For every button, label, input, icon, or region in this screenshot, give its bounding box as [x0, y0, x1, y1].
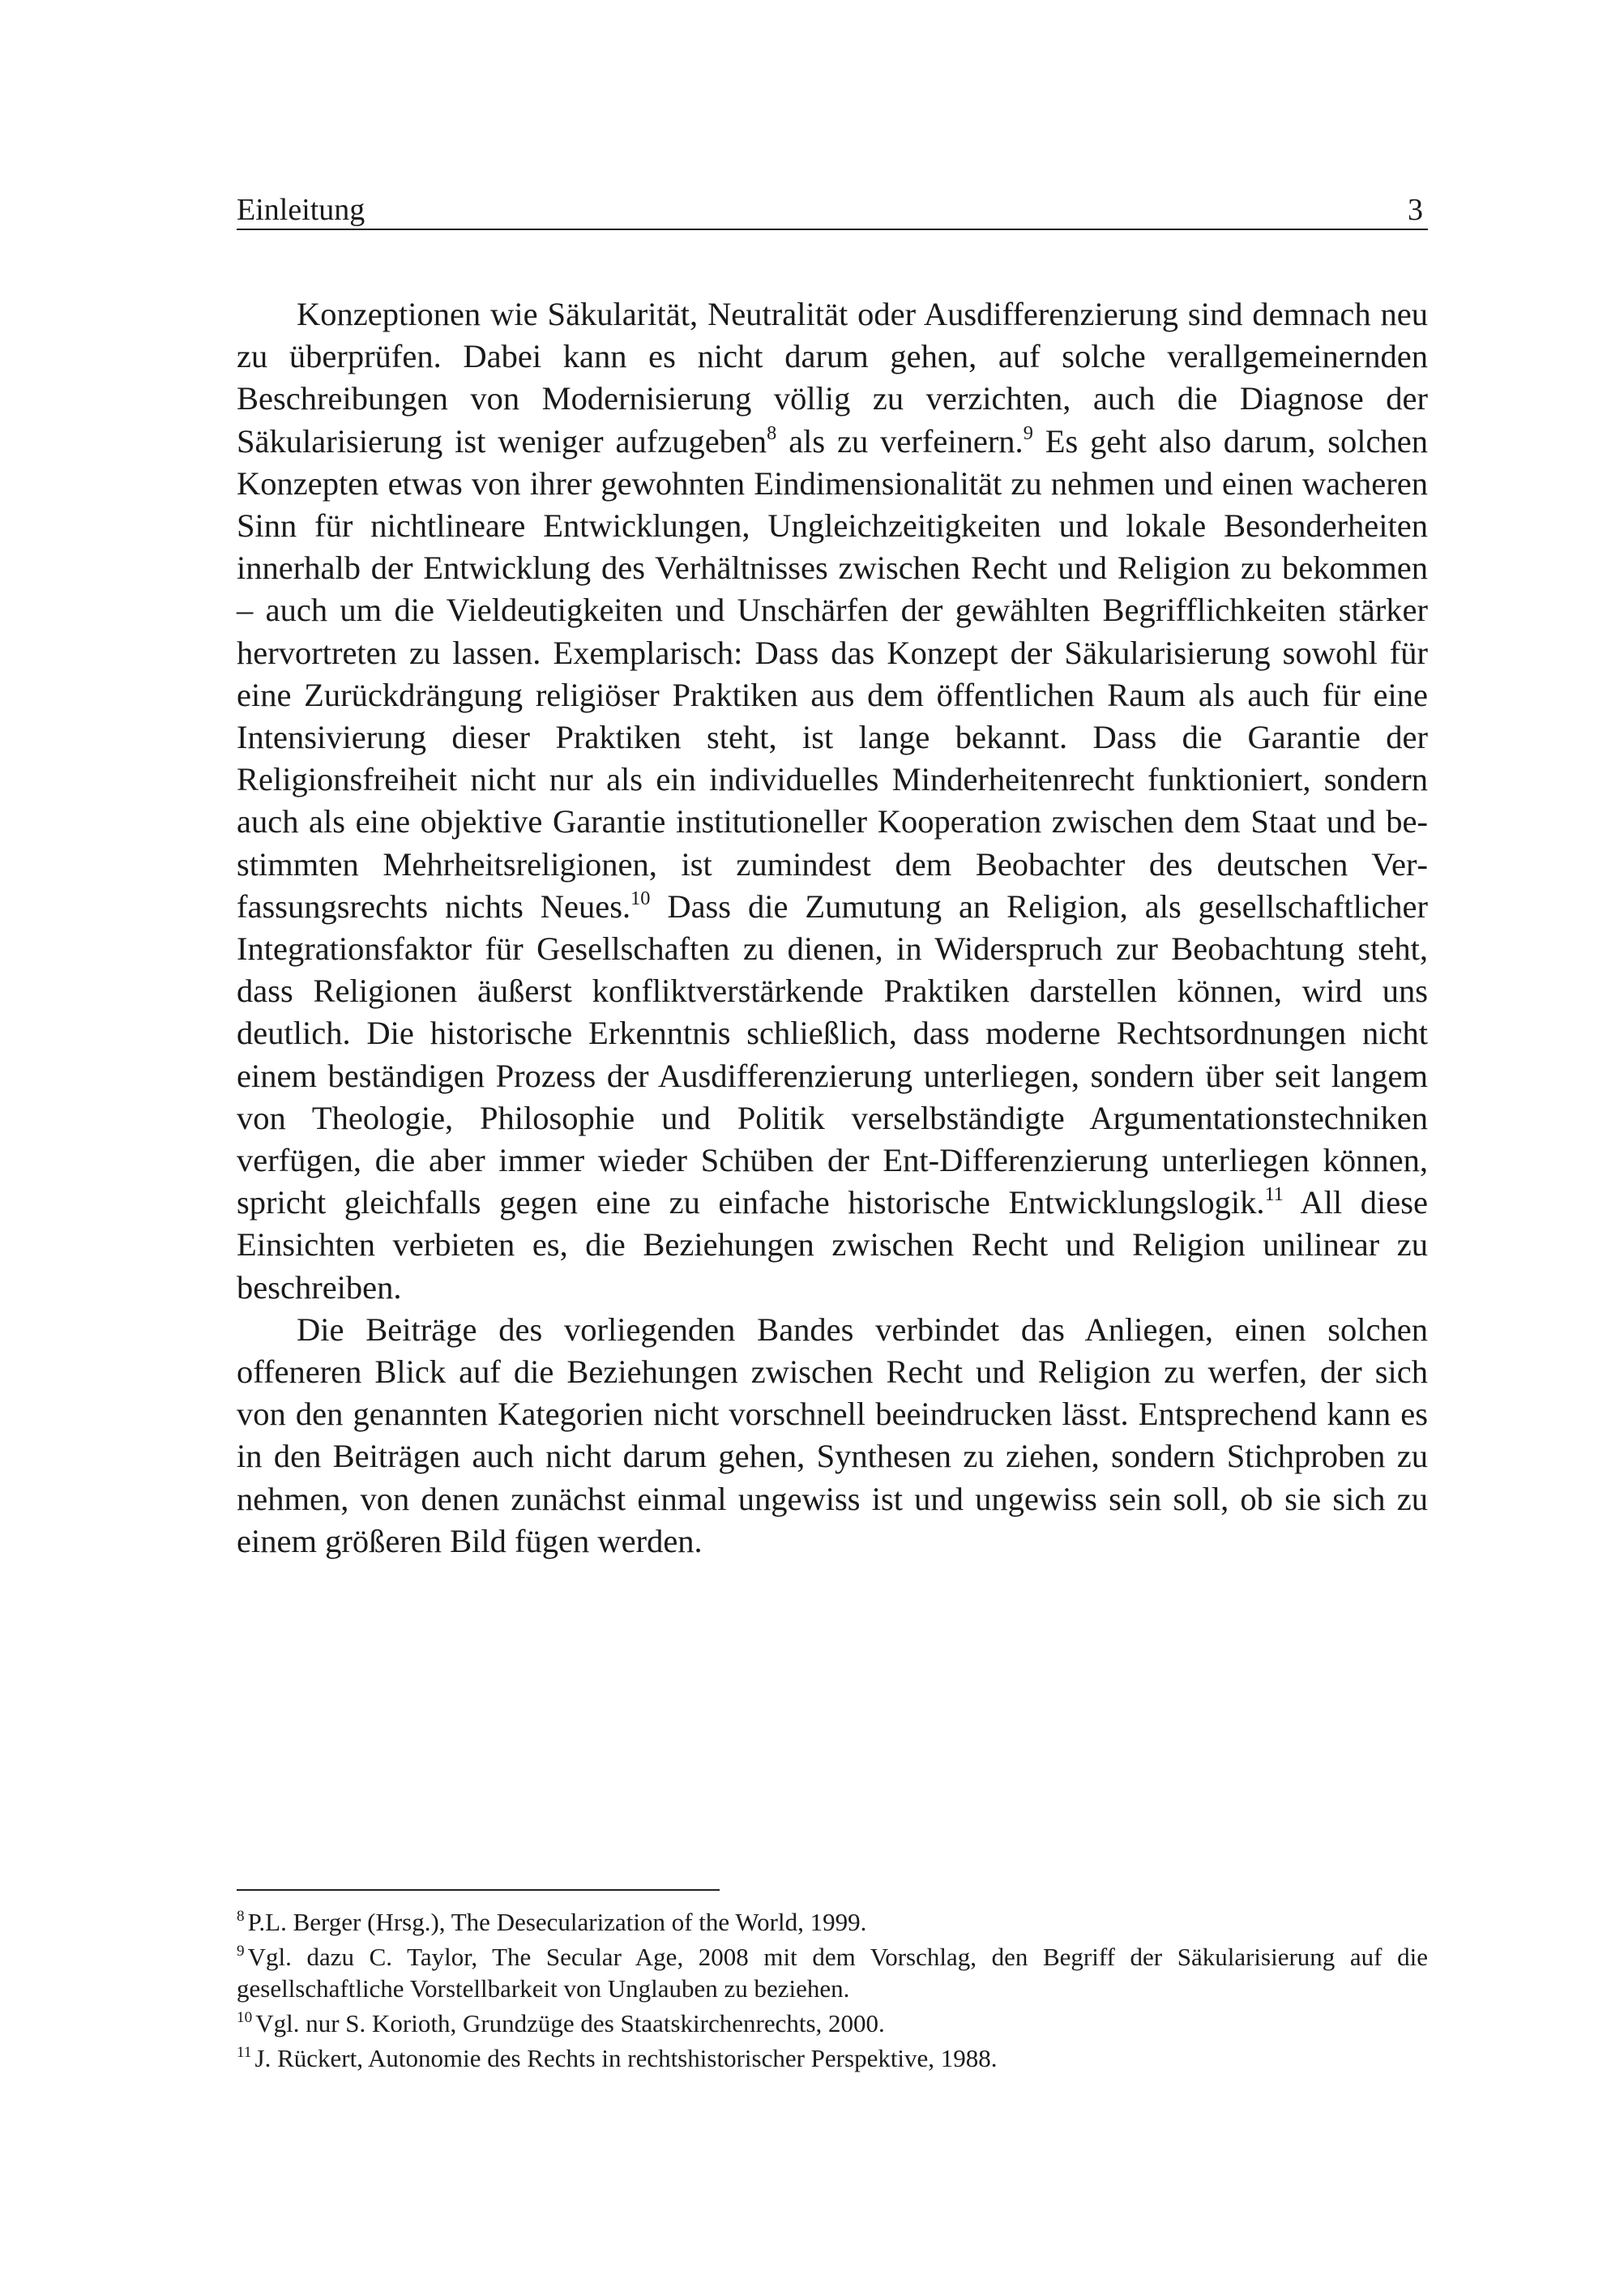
paragraph-1-segment: als zu verfeinern. [776, 422, 1024, 460]
paragraph-1-segment: Konzeptionen wie Säkularität, Neutralität oder Ausdifferenzierung sind demnach neu zu überprüfen. Dabei kann es nicht darum gehen, auf solche verallgemeinernden Beschreibungen von Modernisierung völlig zu verzichten, auch die Diagnose der Säkularisierung ist weniger aufzugeben [237, 296, 1428, 460]
paragraph-1-segment: Dass die Zumutung an Religion, als gesellschaftlicher Integrationsfaktor für Gesellschaften zu dienen, in Widerspruch zur Beobachtung steht, dass Religionen äußerst konfliktverstärkende Praktiken darstellen können, wird uns deutlich. Die historische Erkenntnis schließlich, dass moderne Rechtsordnungen nicht einem beständigen Prozess der Ausdifferenzierung unterliegen, sondern über seit langem von Theologie, Philosophie und Politik verselbständigte Argumentationstechniken verfügen, die aber immer wieder Schüben der Ent-Differenzierung unterliegen können, spricht gleichfalls gegen eine zu einfache historische Entwicklungslogik. [237, 887, 1428, 1221]
footnote-11 [237, 2042, 1428, 2074]
footnote-number: 8 [237, 1908, 245, 1926]
footnote-10 [237, 2007, 1428, 2039]
footnote-number: 10 [237, 2009, 253, 2027]
footnote-ref-8[interactable]: 8 [767, 421, 777, 444]
footnote-ref-10[interactable]: 10 [630, 887, 651, 910]
footnote-text: Vgl. dazu C. Taylor, The Secular Age, 2008 mit dem Vorschlag, den Begriff der Säkularisierung auf die gesellschaftliche Vorstellbarkeit von Unglauben zu beziehen. [237, 1943, 1428, 2003]
paragraph-1-segment: Es geht also darum, solchen Konzepten etwas von ihrer gewohnten Eindimensionalität zu nehmen und einen wacheren Sinn für nichtlineare Entwicklungen, Ungleichzeitigkeiten und lokale Besonderheiten innerhalb der Entwicklung des Verhältnisses zwischen Recht und Religion zu bekommen – auch um die Vieldeutigkeiten und Unschärfen der gewählten Begrifflichkeiten stärker hervortreten zu lassen. Exemplarisch: Dass das Konzept der Säkularisierung sowohl für eine Zurückdrängung religiöser Praktiken aus dem öffentlichen Raum als auch für eine Intensivierung dieser Praktiken steht, ist lange bekannt. Dass die Garantie der Religionsfreiheit nicht nur als ein individuelles Minderheitenrecht funktioniert, sondern auch als eine objektive Garantie institutioneller Kooperation zwischen dem Staat und bestimmten Mehrheitsreligionen, ist zumindest dem Beobachter des deutschen Verfassungsrechts nichts Neues. [237, 422, 1428, 925]
footnote-number: 9 [237, 1943, 245, 1960]
paragraph-1 [237, 293, 1428, 1309]
footnote-separator [237, 1889, 720, 1891]
paragraph-2: Die Beiträge des vorliegenden Bandes verbindet das Anliegen, einen solchen offeneren Blick auf die Beziehungen zwischen Recht und Religion zu werfen, der sich von den genannten Kategorien nicht vorschnell beeindrucken lässt. Entsprechend kann es in den Beiträgen auch nicht darum gehen, Synthesen zu ziehen, sondern Stichproben zu nehmen, von denen zunächst einmal ungewiss ist und ungewiss sein soll, ob sie sich zu einem größeren Bild fügen werden. [237, 1310, 1428, 1559]
footnote-text: J. Rückert, Autonomie des Rechts in rechtshistorischer Perspektive, 1988. [254, 2044, 998, 2072]
footnote-9 [237, 1941, 1428, 2004]
running-head-title: Einleitung [237, 193, 365, 227]
body-text [237, 293, 1428, 1563]
footnote-text: P.L. Berger (Hrsg.), The Desecularization of the World, 1999. [247, 1908, 867, 1936]
running-head [237, 191, 1428, 230]
paragraph-1-segment: All diese Einsichten verbieten es, die Beziehungen zwischen Recht und Religion unilinear zu beschreiben. [237, 1184, 1428, 1306]
footnote-8 [237, 1906, 1428, 1938]
footnotes [237, 1906, 1428, 2077]
page-number: 3 [1408, 193, 1423, 227]
footnote-ref-11[interactable]: 11 [1264, 1183, 1284, 1206]
footnote-number: 11 [237, 2044, 252, 2062]
footnote-ref-9[interactable]: 9 [1023, 421, 1033, 444]
footnote-text: Vgl. nur S. Korioth, Grundzüge des Staatskirchenrechts, 2000. [255, 2009, 885, 2037]
